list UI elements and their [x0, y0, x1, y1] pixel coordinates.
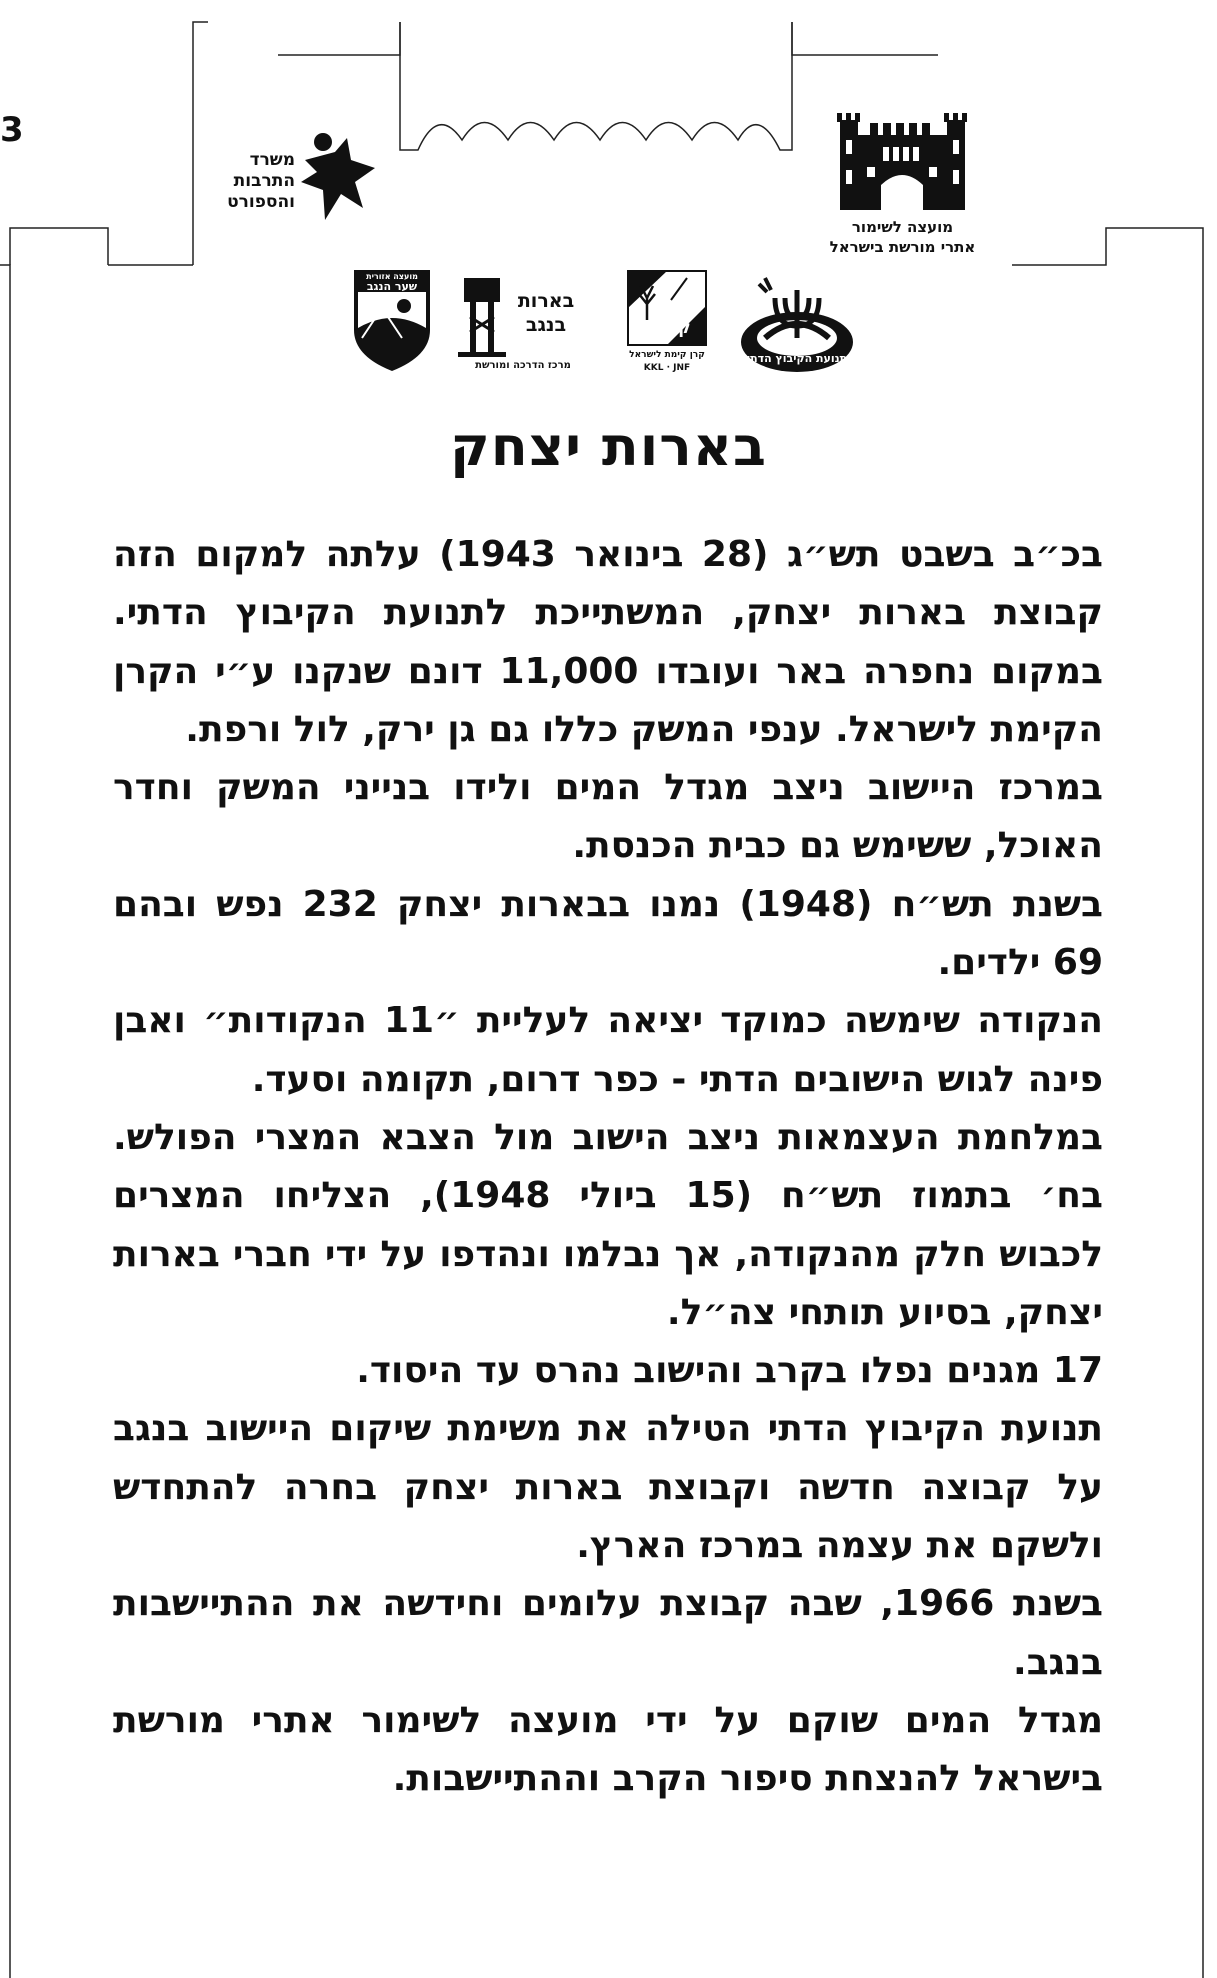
beerot-banegev-logo: [458, 268, 588, 376]
shaar-hanegev-logo: [352, 268, 432, 373]
beerot-banegev-line1: בארות: [517, 290, 575, 312]
kkl-latin: KKL · JNF: [643, 363, 691, 373]
heritage-council-line2: אתרי מורשת בישראל: [829, 238, 976, 256]
body-text: [113, 526, 1103, 1809]
ministry-culture-logo: [205, 130, 385, 230]
shaar-hanegev-top: מועצה אזורית: [366, 272, 418, 281]
heritage-council-logo: [815, 105, 990, 260]
kibbutz-movement-name: תנועת הקיבוץ הדתי: [746, 352, 848, 365]
paragraph-war: במלחמת העצמאות ניצב הישוב מול הצבא המצרי הפולש. בח׳ בתמוז תש״ח (15 ביולי 1948), הצליחו המצרים לכבוש חלק מהנקודה, אך נבלמו ונהדפו על ידי חברי בארות יצחק, בסיוע תותחי צה״ל.: [113, 1116, 1103, 1333]
paragraph-founding: בכ״ב בשבט תש״ג (28 בינואר 1943) עלתה למקום הזה קבוצת בארות יצחק, המשתייכת לתנועת הקיבוץ הדתי. במקום נחפרה באר ועובדו 11,000 דונם שנקנו ע״י הקרן הקימת לישראל. ענפי המשק כללו גם גן ירק, לול ורפת.: [113, 534, 1103, 750]
water-tower-icon: [458, 272, 506, 362]
kkl-sub: קרן קימת לישראל: [629, 350, 705, 360]
star-figure-icon: [295, 130, 380, 225]
paragraph-resettlement: בשנת 1966, שבה קבוצת עלומים וחידשה את ההתיישבות בנגב.: [113, 1583, 1103, 1683]
kkl-main: קק״ל: [643, 318, 691, 338]
paragraph-eleven-points: הנקודה שימשה כמוקד יציאה לעליית ״11 הנקודות״ ואבן פינה לגוש הישובים הדתי - כפר דרום, תקומה וסעד.: [113, 1000, 1104, 1100]
kibbutz-movement-logo: [735, 270, 855, 375]
ministry-line3: והספורט: [227, 192, 295, 212]
castle-icon: [815, 105, 990, 217]
kkl-jnf-logo: [624, 270, 710, 376]
beerot-banegev-sub: מרכז הדרכה ומורשת: [475, 360, 571, 371]
ministry-line1: משרד: [249, 150, 295, 170]
paragraph-relocation: תנועת הקיבוץ הדתי הטילה את משימת שיקום היישוב בנגב על קבוצה חדשה וקבוצת בארות יצחק בחרה להתחדש ולשקם את עצמה במרכז הארץ.: [113, 1408, 1103, 1567]
edge-mark: 3: [0, 110, 24, 150]
page-title: בארות יצחק: [450, 415, 767, 478]
paragraph-water-tower: במרכז היישוב ניצב מגדל המים ולידו בנייני המשק וחדר האוכל, ששימש גם כבית הכנסת.: [113, 767, 1103, 867]
paragraph-population: בשנת תש״ח (1948) נמנו בבארות יצחק 232 נפש ובהם 69 ילדים.: [113, 883, 1104, 984]
paragraph-fallen: 17 מגנים נפלו בקרב והישוב נהרס עד היסוד.: [356, 1350, 1103, 1392]
beerot-banegev-line2: בנגב: [525, 314, 567, 336]
paragraph-restoration: מגדל המים שוקם על ידי מועצה לשימור אתרי מורשת בישראל להנצחת סיפור הקרב וההתיישבות.: [113, 1699, 1103, 1800]
shaar-hanegev-main: שער הנגב: [366, 280, 418, 293]
ministry-line2: התרבות: [233, 171, 295, 191]
heritage-council-line1: מועצה לשימור: [851, 218, 954, 236]
